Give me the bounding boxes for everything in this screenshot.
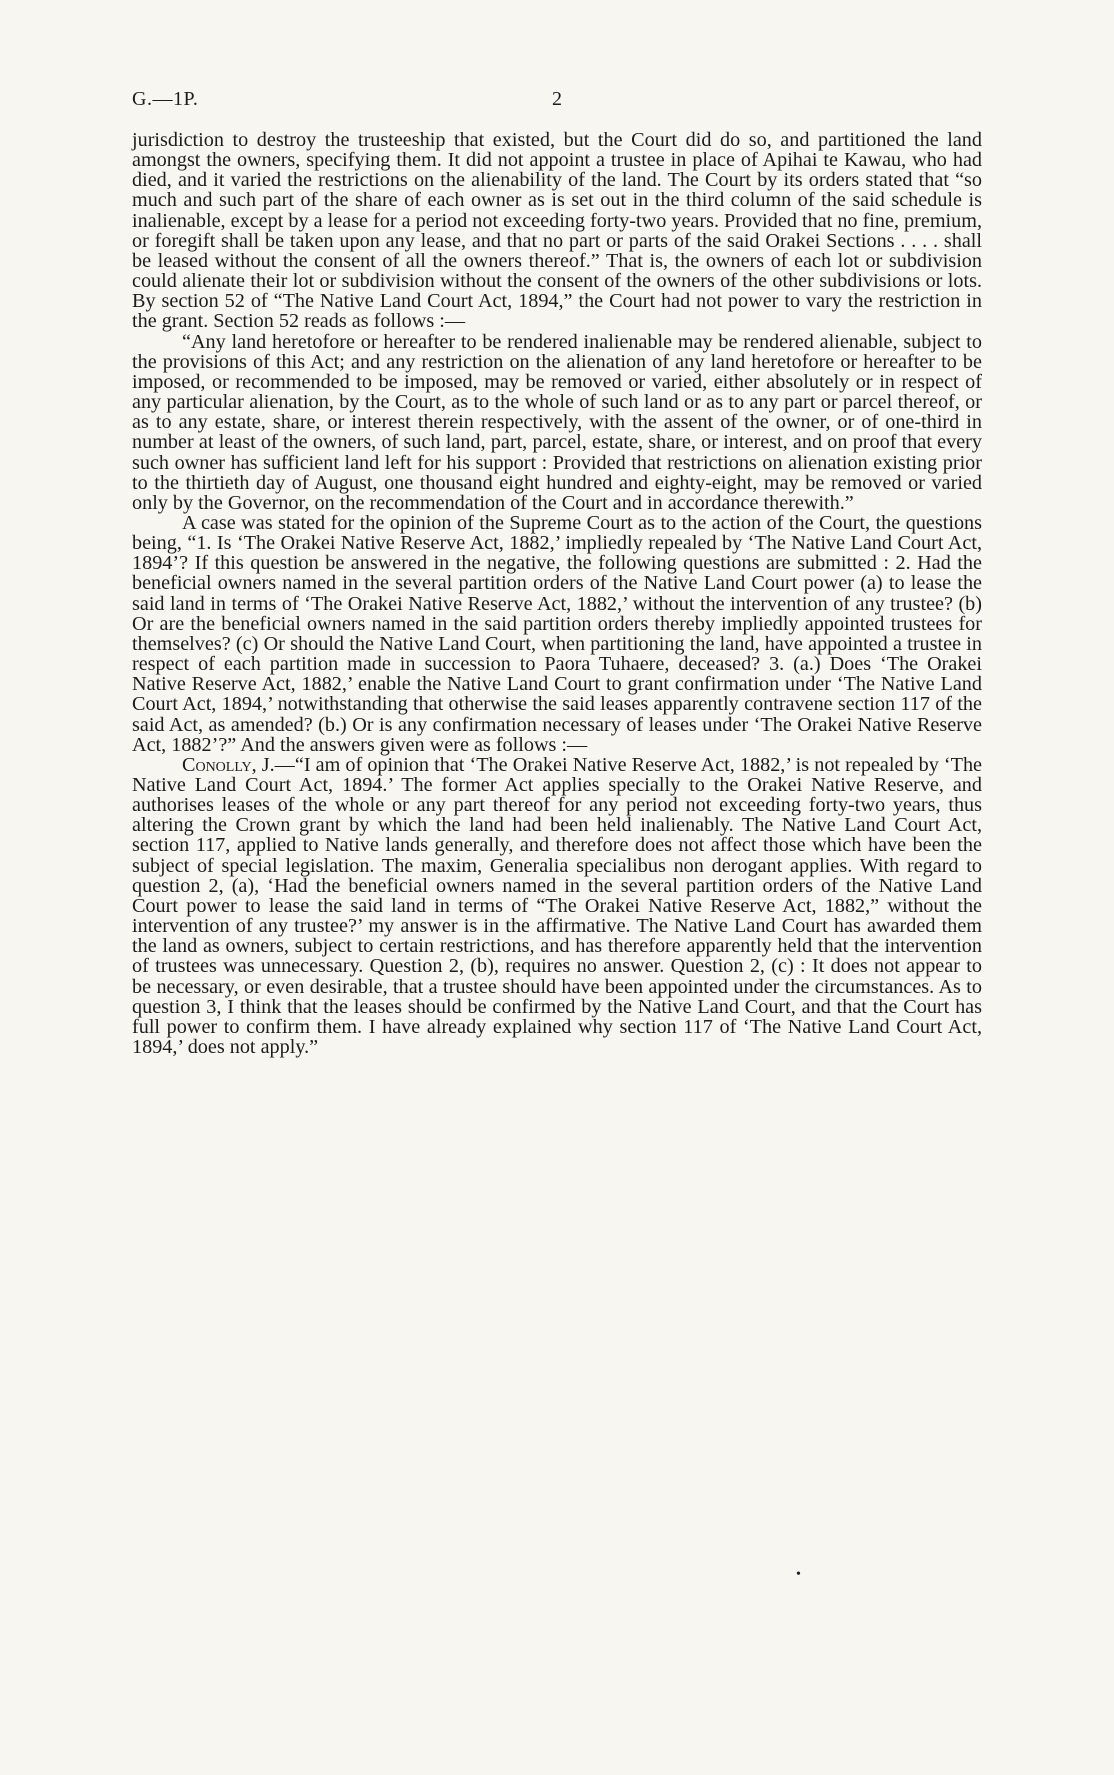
document-reference: G.—1P. [132,88,199,110]
stray-ink-mark: • [796,1567,801,1582]
paragraph-case-stated: A case was stated for the opinion of the Supreme Court as to the action of the Court, the questions being, “1. Is ‘The Orakei Native Reserve Act, 1882,’ impliedly repealed by ‘The Native Land Court Act, 1894’? If this question be answered in the negative, the following questions are submitted : 2. Had the beneficial owners named in the several partition orders of the Native Land Court power (a) to lease the said land in terms of ‘The Orakei Native Reserve Act, 1882,’ without the intervention of any trustee? (b) Or are the beneficial owners named in the said partition orders thereby impliedly appointed trustees for themselves? (c) Or should the Native Land Court, when partitioning the land, have appointed a trustee in respect of each partition made in succession to Paora Tuhaere, deceased? 3. (a.) Does ‘The Orakei Native Reserve Act, 1882,’ enable the Native Land Court to grant confirmation under ‘The Native Land Court Act, 1894,’ notwithstanding that otherwise the said leases apparently contravene section 117 of the said Act, as amended? (b.) Or is any confirmation necessary of leases under ‘The Orakei Native Reserve Act, 1882’?” And the answers given were as follows :— [132,511,982,756]
opinion-text: —“I am of opinion that ‘The Orakei Native Reserve Act, 1882,’ is not repealed by ‘The Native Land Court Act, 1894.’ The former Act applies specially to the Orakei Native Reserve, and authorises leases of the whole or any part thereof for any period not exceeding forty-two years, thus altering the Crown grant by which the land had been held inalienably. The Native Land Court Act, section 117, applied to Native lands generally, and therefore does not affect those which have been the subject of special legislation. The maxim, Generalia specialibus non derogant applies. With regard to question 2, (a), ‘Had the beneficial owners named in the several partition orders of the Native Land Court power to lease the said land in terms of “The Orakei Native Reserve Act, 1882,” without the intervention of any trustee?’ my answer is in the affirmative. The Native Land Court has awarded them the land as owners, subject to certain restrictions, and has therefore apparently held that the intervention of trustees was unnecessary. Question 2, (b), requires no answer. Question 2, (c) : It does not appear to be necessary, or even desirable, that a trustee should have been appointed under the circumstances. As to question 3, I think that the leases should be confirmed by the Native Land Court, and that the Court has full power to confirm them. I have already explained why section 117 of ‘The Native Land Court Act, 1894,’ does not apply.” [132,753,983,1059]
paragraph-partition-restrictions: jurisdiction to destroy the trusteeship that existed, but the Court did do so, and partitioned the land amongst the owners, specifying them. It did not appoint a trustee in place of Apihai te Kawau, who had died, and it varied the restrictions on the alienability of the land. The Court by its orders stated that “so much and such part of the share of each owner as is set out in the third column of the said schedule is inalienable, except by a lease for a period not exceeding forty-two years. Provided that no fine, premium, or foregift shall be taken upon any lease, and that no part or parts of the said Orakei Sections . . . . shall be leased without the consent of all the owners thereof.” That is, the owners of each lot or subdivision could alienate their lot or subdivision without the consent of the owners of the other subdivisions or lots. By section 52 of “The Native Land Court Act, 1894,” the Court had not power to vary the restriction in the grant. Section 52 reads as follows :— [132,129,982,333]
page-number: 2 [552,88,562,110]
paragraph-conolly-opinion [132,755,982,1057]
paragraph-section-52-quote: “Any land heretofore or hereafter to be rendered inalienable may be rendered alienable, subject to the provisions of this Act; and any restriction on the alienation of any land heretofore or hereafter to be imposed, or recommended to be imposed, may be removed or varied, either absolutely or in respect of any particular alienation, by the Court, as to the whole of such land or as to any part or parcel thereof, or as to any estate, share, or interest therein respectively, with the assent of the owner, or of one-third in number at least of the owners, of such land, part, parcel, estate, share, or interest, and on proof that every such owner has sufficient land left for his support : Provided that restrictions on alienation existing prior to the thirtieth day of August, one thousand eight hundred and eighty-eight, may be removed or varied only by the Governor, on the recommendation of the Court and in accordance therewith.” [132,330,982,514]
body-text [132,130,982,1057]
judge-name: Conolly, J. [182,753,275,776]
page-header [132,88,982,112]
